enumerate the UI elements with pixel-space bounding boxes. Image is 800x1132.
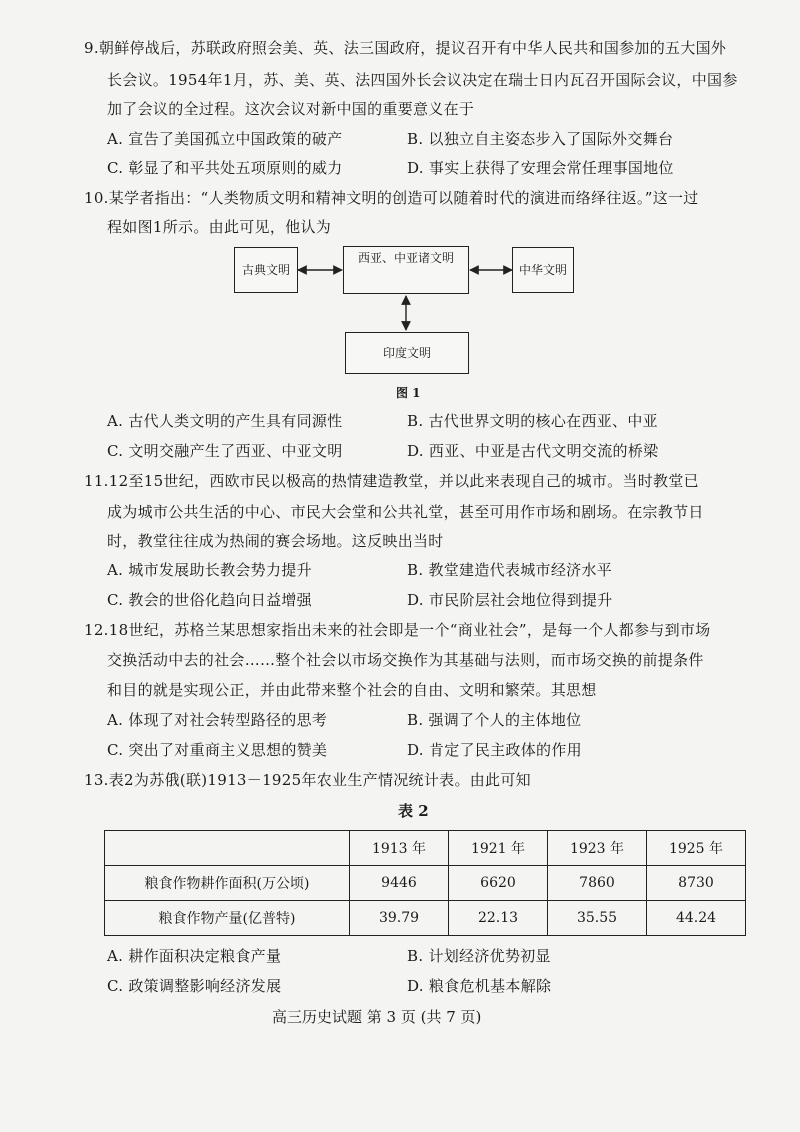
q11-option-c[interactable]: C. 教会的世俗化趋向日益增强 (107, 591, 312, 609)
figure-1-caption: 图 1 (396, 386, 421, 400)
table-header-row (105, 831, 746, 866)
box-classical-civilization: 古典文明 (234, 247, 298, 293)
q9-line-3: 加了会议的全过程。这次会议对新中国的重要意义在于 (107, 100, 475, 118)
box-indian-civilization: 印度文明 (345, 332, 469, 374)
q12-option-c[interactable]: C. 突出了对重商主义思想的赞美 (107, 741, 328, 759)
table-cell: 6620 (449, 866, 548, 901)
q12-option-b[interactable]: B. 强调了个人的主体地位 (407, 711, 582, 729)
q11-option-b[interactable]: B. 教堂建造代表城市经济水平 (407, 561, 613, 579)
q12-line-2: 交换活动中去的社会……整个社会以市场交换作为其基础与法则，而市场交换的前提条件 (107, 651, 704, 669)
q12-line-1: 12.18世纪，苏格兰某思想家指出未来的社会即是一个“商业社会”，是每一个人都参与到市场 (84, 621, 711, 639)
q13-line-1: 13.表2为苏俄(联)1913－1925年农业生产情况统计表。由此可知 (84, 771, 531, 789)
table-row-label: 粮食作物耕作面积(万公顷) (105, 866, 350, 901)
q10-option-d[interactable]: D. 西亚、中亚是古代文明交流的桥梁 (407, 442, 659, 460)
table-cell: 7860 (548, 866, 647, 901)
q10-option-b[interactable]: B. 古代世界文明的核心在西亚、中亚 (407, 412, 658, 430)
q10-option-c[interactable]: C. 文明交融产生了西亚、中亚文明 (107, 442, 343, 460)
box-chinese-civilization: 中华文明 (512, 247, 574, 293)
table-cell: 9446 (350, 866, 449, 901)
table-header-cell: 1923 年 (548, 831, 647, 866)
q9-option-a[interactable]: A. 宣告了美国孤立中国政策的破产 (107, 130, 343, 148)
q11-option-d[interactable]: D. 市民阶层社会地位得到提升 (407, 591, 613, 609)
table-row (105, 901, 746, 936)
q11-line-2: 成为城市公共生活的中心、市民大会堂和公共礼堂，甚至可用作市场和剧场。在宗教节日 (107, 503, 704, 521)
table-row (105, 866, 746, 901)
q9-line-2: 长会议。1954年1月，苏、美、英、法四国外长会议决定在瑞士日内瓦召开国际会议，中国参 (107, 71, 738, 89)
q10-option-a[interactable]: A. 古代人类文明的产生具有同源性 (107, 412, 343, 430)
table-header-cell: 1925 年 (647, 831, 746, 866)
table-2 (104, 830, 746, 936)
q9-option-d[interactable]: D. 事实上获得了安理会常任理事国地位 (407, 159, 674, 177)
box-west-central-asia (343, 246, 469, 294)
q12-line-3: 和目的就是实现公正，并由此带来整个社会的自由、文明和繁荣。其思想 (107, 681, 597, 699)
table-cell: 44.24 (647, 901, 746, 936)
q10-line-2: 程如图1所示。由此可见，他认为 (107, 218, 332, 236)
q13-option-c[interactable]: C. 政策调整影响经济发展 (107, 977, 282, 995)
q13-option-b[interactable]: B. 计划经济优势初显 (407, 947, 551, 965)
q9-line-1: 9.朝鲜停战后，苏联政府照会美、英、法三国政府，提议召开有中华人民共和国参加的五大国外 (84, 39, 727, 57)
q12-option-a[interactable]: A. 体现了对社会转型路径的思考 (107, 711, 328, 729)
page-footer: 高三历史试题 第 3 页 (共 7 页) (272, 1008, 482, 1026)
q13-option-d[interactable]: D. 粮食危机基本解除 (407, 977, 552, 995)
table-cell: 22.13 (449, 901, 548, 936)
q12-option-d[interactable]: D. 肯定了民主政体的作用 (407, 741, 582, 759)
q11-line-1: 11.12至15世纪，西欧市民以极高的热情建造教堂，并以此来表现自己的城市。当时教堂已 (84, 472, 699, 490)
q9-option-c[interactable]: C. 彰显了和平共处五项原则的威力 (107, 159, 343, 177)
box-west-central-asia-label: 西亚、中亚诸文明 (357, 251, 454, 265)
table-cell: 35.55 (548, 901, 647, 936)
q11-line-3: 时，教堂往往成为热闹的赛会场地。这反映出当时 (107, 532, 444, 550)
table-2-caption: 表 2 (398, 802, 429, 820)
q13-option-a[interactable]: A. 耕作面积决定粮食产量 (107, 947, 282, 965)
table-cell: 39.79 (350, 901, 449, 936)
table-cell: 8730 (647, 866, 746, 901)
q10-line-1: 10.某学者指出：“人类物质文明和精神文明的创造可以随着时代的演进而络绎往返。”这一过 (84, 189, 699, 207)
table-row-label: 粮食作物产量(亿普特) (105, 901, 350, 936)
q9-option-b[interactable]: B. 以独立自主姿态步入了国际外交舞台 (407, 130, 674, 148)
table-header-cell: 1913 年 (350, 831, 449, 866)
table-header-cell (105, 831, 350, 866)
table-header-cell: 1921 年 (449, 831, 548, 866)
q11-option-a[interactable]: A. 城市发展助长教会势力提升 (107, 561, 312, 579)
